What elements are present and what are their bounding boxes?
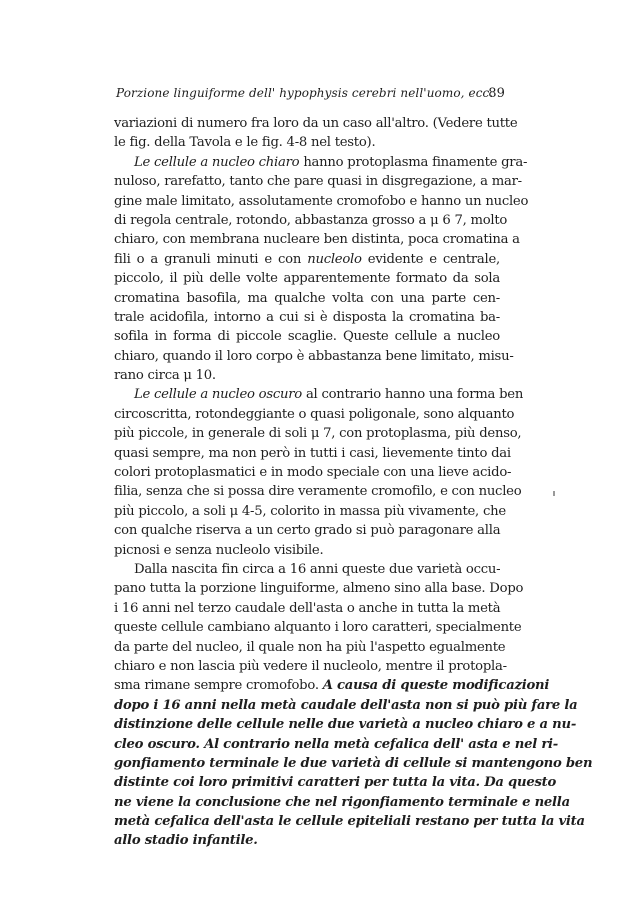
text-line: i 16 anni nel terzo caudale dell'asta o anche in tutta la metà <box>114 600 501 616</box>
text-line: gine male limitato, assolutamente cromofobo e hanno un nucleo <box>114 193 529 209</box>
text-line: sofila in forma di piccole scaglie. Queste cellule a nucleo <box>114 329 500 345</box>
running-title: Porzione linguiforme dell' hypophysis cerebri nell'uomo, ecc. <box>116 86 494 100</box>
text-line-emphasis: gonfiamento terminale le due varietà di cellule si mantengono ben <box>114 755 593 771</box>
text-line: circoscritta, rotondeggiante o quasi poligonale, sono alquanto <box>114 406 515 422</box>
text-line <box>114 385 524 404</box>
text-line-emphasis: distinzione delle cellule nelle due varietà a nucleo chiaro e a nu- <box>114 717 577 733</box>
italic-term: Le cellule a nucleo oscuro <box>134 387 302 403</box>
text-line: filia, senza che si possa dire veramente cromofilo, e con nucleo <box>114 484 522 500</box>
text-line: Dalla nascita fin circa a 16 anni queste due varietà occu- <box>134 561 501 577</box>
text-line: con qualche riserva a un certo grado si può paragonare alla <box>114 523 501 539</box>
italic-term: nucleolo <box>307 251 362 267</box>
page-header <box>110 86 505 106</box>
text-line: cromatina basofila, ma qualche volta con una parte cen- <box>114 290 500 306</box>
text-line: pano tutta la porzione linguiforme, almeno sino alla base. Dopo <box>114 581 524 597</box>
text-line: chiaro, con membrana nucleare ben distinta, poca cromatina a <box>114 232 520 248</box>
text-line: variazioni di numero fra loro da un caso all'altro. (Vedere tutte <box>114 116 518 131</box>
italic-term: Le cellule a nucleo chiaro <box>134 154 300 170</box>
text-line: quasi sempre, ma non però in tutti i casi, lievemente tinto dai <box>114 445 511 461</box>
text-line: chiaro e non lascia più vedere il nucleolo, mentre il protopla- <box>114 658 507 674</box>
page-number: 89 <box>488 86 505 101</box>
text-run: sma rimane sempre cromofobo. <box>114 678 323 694</box>
text-line: colori protoplasmatici e in modo speciale con una lieve acido- <box>114 465 512 481</box>
text-run: hanno protoplasma finamente gra- <box>299 154 528 170</box>
text-line: trale acidofila, intorno a cui si è disposta la cromatina ba- <box>114 309 500 325</box>
text-line-emphasis: cleo oscuro. Al contrario nella metà cefalica dell' asta e nel ri- <box>114 736 558 752</box>
text-line: più piccolo, a soli μ 4-5, colorito in massa più vivamente, che <box>114 503 506 519</box>
text-line: di regola centrale, rotondo, abbastanza grosso a μ 6 7, molto <box>114 212 508 228</box>
text-line: più piccole, in generale di soli μ 7, con protoplasma, più denso, <box>114 426 522 442</box>
text-line <box>114 153 528 172</box>
text-line-emphasis: metà cefalica dell'asta le cellule epiteliali restano per tutta la vita <box>114 814 585 830</box>
body-text <box>114 114 593 851</box>
text-line: da parte del nucleo, il quale non ha più l'aspetto egualmente <box>114 639 506 655</box>
text-line <box>114 676 550 695</box>
text-line: queste cellule cambiano alquanto i loro caratteri, specialmente <box>114 620 522 636</box>
text-line: nuloso, rarefatto, tanto che pare quasi in disgregazione, a mar- <box>114 174 522 190</box>
text-line: chiaro, quando il loro corpo è abbastanza bene limitato, misu- <box>114 348 514 364</box>
text-line-emphasis: dopo i 16 anni nella metà caudale dell'asta non si può più fare la <box>114 697 578 713</box>
italic-emphasis: A causa di queste modificazioni <box>322 678 550 694</box>
text-run: al contrario hanno una forma ben <box>302 387 524 403</box>
scan-speck <box>553 491 555 496</box>
text-run: fili o a granuli minuti e con <box>114 251 308 267</box>
text-line: picnosi e senza nucleolo visibile. <box>114 542 324 558</box>
text-line-emphasis: allo stadio infantile. <box>114 833 258 849</box>
text-line <box>114 250 500 269</box>
text-line-emphasis: distinte coi loro primitivi caratteri per tutta la vita. Da questo <box>114 775 557 791</box>
text-line: rano circa μ 10. <box>114 368 216 384</box>
text-line: piccolo, il più delle volte apparentemente formato da sola <box>114 271 500 287</box>
text-run: evidente e centrale, <box>361 251 500 267</box>
text-line-emphasis: ne viene la conclusione che nel rigonfiamento terminale e nella <box>114 794 570 810</box>
text-line: le fig. della Tavola e le fig. 4-8 nel testo). <box>114 135 376 151</box>
